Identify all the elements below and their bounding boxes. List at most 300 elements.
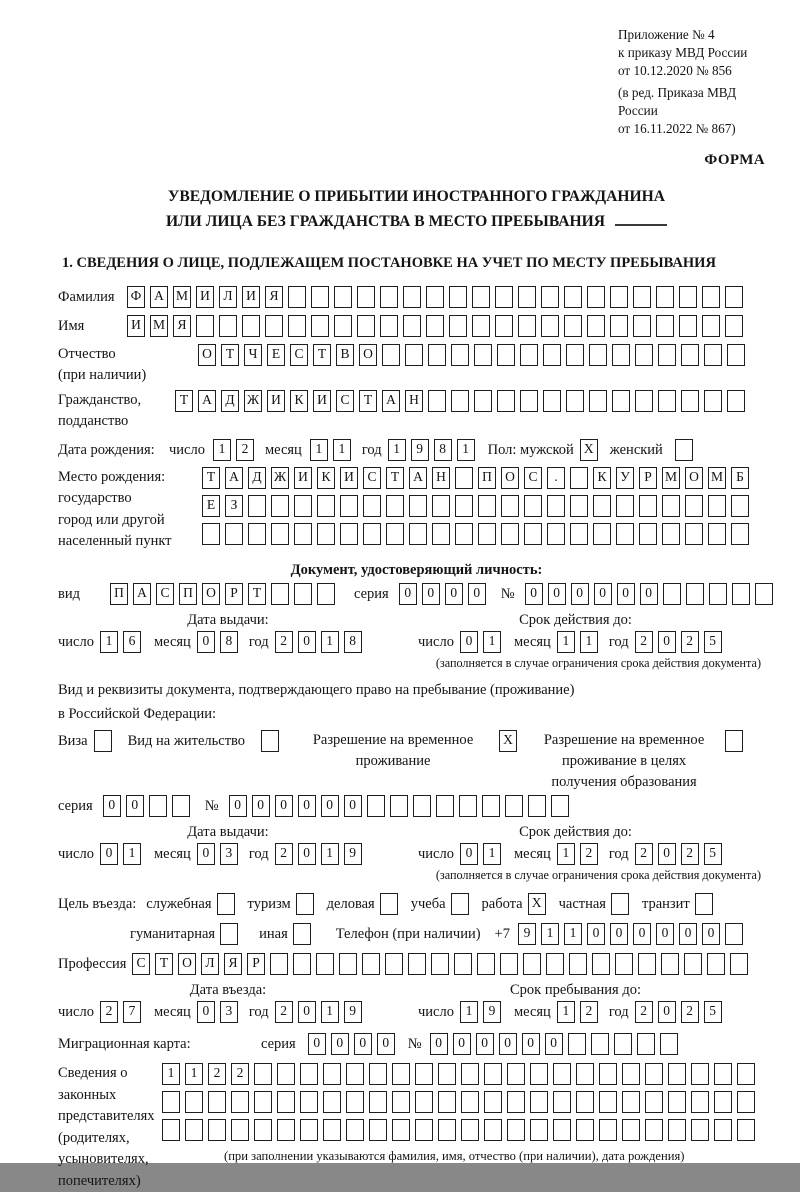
char-cell[interactable] — [616, 523, 634, 545]
char-cell[interactable]: Я — [265, 286, 283, 308]
char-cell[interactable] — [409, 523, 427, 545]
char-cell[interactable] — [708, 495, 726, 517]
char-cell[interactable] — [334, 315, 352, 337]
char-cell[interactable]: 0 — [321, 795, 339, 817]
char-cell[interactable]: А — [382, 390, 400, 412]
char-cell[interactable]: М — [708, 467, 726, 489]
char-cell[interactable]: 1 — [100, 631, 118, 653]
char-cell[interactable] — [709, 583, 727, 605]
char-cell[interactable]: 1 — [541, 923, 559, 945]
char-cell[interactable] — [668, 1119, 686, 1141]
char-cell[interactable]: С — [363, 467, 381, 489]
char-cell[interactable]: О — [178, 953, 196, 975]
char-cell[interactable]: 0 — [399, 583, 417, 605]
char-cell[interactable]: 2 — [635, 843, 653, 865]
char-cell[interactable] — [702, 286, 720, 308]
char-cell[interactable] — [622, 1091, 640, 1113]
char-cell[interactable] — [551, 795, 569, 817]
char-cell[interactable]: И — [242, 286, 260, 308]
char-cell[interactable]: 0 — [197, 1001, 215, 1023]
char-cell[interactable]: 6 — [123, 631, 141, 653]
char-cell[interactable]: 0 — [445, 583, 463, 605]
char-cell[interactable] — [591, 1033, 609, 1055]
char-cell[interactable] — [472, 315, 490, 337]
char-cell[interactable]: 5 — [704, 843, 722, 865]
char-cell[interactable]: 0 — [103, 795, 121, 817]
char-cell[interactable] — [432, 523, 450, 545]
char-cell[interactable] — [455, 495, 473, 517]
char-cell[interactable] — [622, 1119, 640, 1141]
char-cell[interactable]: 0 — [197, 843, 215, 865]
char-cell[interactable] — [681, 390, 699, 412]
char-cell[interactable] — [691, 1063, 709, 1085]
char-cell[interactable] — [566, 390, 584, 412]
char-cell[interactable]: 0 — [658, 843, 676, 865]
char-cell[interactable] — [553, 1063, 571, 1085]
char-cell[interactable] — [568, 1033, 586, 1055]
char-cell[interactable] — [438, 1119, 456, 1141]
char-cell[interactable]: 0 — [275, 795, 293, 817]
char-cell[interactable] — [684, 953, 702, 975]
char-cell[interactable] — [587, 286, 605, 308]
char-cell[interactable] — [294, 583, 312, 605]
char-cell[interactable]: 0 — [229, 795, 247, 817]
char-cell[interactable]: Ф — [127, 286, 145, 308]
char-cell[interactable] — [461, 1119, 479, 1141]
char-cell[interactable] — [661, 953, 679, 975]
char-cell[interactable]: 0 — [610, 923, 628, 945]
char-cell[interactable]: Т — [386, 467, 404, 489]
char-cell[interactable]: 2 — [208, 1063, 226, 1085]
char-cell[interactable]: 0 — [476, 1033, 494, 1055]
char-cell[interactable] — [339, 953, 357, 975]
char-cell[interactable] — [656, 315, 674, 337]
char-cell[interactable] — [367, 795, 385, 817]
char-cell[interactable]: 0 — [633, 923, 651, 945]
char-cell[interactable] — [277, 1091, 295, 1113]
char-cell[interactable]: Т — [155, 953, 173, 975]
char-cell[interactable]: 1 — [580, 631, 598, 653]
char-cell[interactable] — [472, 286, 490, 308]
checkbox-purpose-work[interactable]: X — [528, 893, 546, 915]
char-cell[interactable] — [518, 315, 536, 337]
char-cell[interactable]: И — [127, 315, 145, 337]
char-cell[interactable] — [553, 1119, 571, 1141]
char-cell[interactable] — [576, 1119, 594, 1141]
char-cell[interactable] — [461, 1063, 479, 1085]
char-cell[interactable] — [714, 1063, 732, 1085]
char-cell[interactable] — [668, 1091, 686, 1113]
char-cell[interactable] — [294, 523, 312, 545]
char-cell[interactable] — [576, 1063, 594, 1085]
char-cell[interactable] — [685, 495, 703, 517]
char-cell[interactable]: К — [593, 467, 611, 489]
char-cell[interactable] — [530, 1091, 548, 1113]
char-cell[interactable] — [704, 344, 722, 366]
char-cell[interactable] — [357, 286, 375, 308]
char-cell[interactable] — [495, 315, 513, 337]
char-cell[interactable] — [576, 1091, 594, 1113]
char-cell[interactable] — [300, 1119, 318, 1141]
char-cell[interactable] — [461, 1091, 479, 1113]
char-cell[interactable]: Р — [639, 467, 657, 489]
char-cell[interactable]: К — [290, 390, 308, 412]
char-cell[interactable]: А — [198, 390, 216, 412]
char-cell[interactable] — [755, 583, 773, 605]
char-cell[interactable] — [311, 315, 329, 337]
char-cell[interactable]: А — [150, 286, 168, 308]
char-cell[interactable] — [208, 1119, 226, 1141]
char-cell[interactable]: В — [336, 344, 354, 366]
char-cell[interactable]: 2 — [236, 439, 254, 461]
char-cell[interactable]: 0 — [308, 1033, 326, 1055]
char-cell[interactable] — [645, 1091, 663, 1113]
char-cell[interactable]: 0 — [298, 795, 316, 817]
char-cell[interactable] — [219, 315, 237, 337]
char-cell[interactable] — [231, 1091, 249, 1113]
checkbox-purpose-humanitarian[interactable] — [220, 923, 238, 945]
char-cell[interactable] — [564, 286, 582, 308]
char-cell[interactable] — [500, 953, 518, 975]
char-cell[interactable]: А — [133, 583, 151, 605]
char-cell[interactable] — [737, 1119, 755, 1141]
char-cell[interactable] — [592, 953, 610, 975]
char-cell[interactable] — [254, 1119, 272, 1141]
char-cell[interactable] — [323, 1119, 341, 1141]
char-cell[interactable] — [271, 495, 289, 517]
char-cell[interactable]: 2 — [100, 1001, 118, 1023]
char-cell[interactable]: Н — [432, 467, 450, 489]
char-cell[interactable] — [691, 1091, 709, 1113]
char-cell[interactable] — [645, 1063, 663, 1085]
char-cell[interactable]: 9 — [483, 1001, 501, 1023]
checkbox-male[interactable]: X — [580, 439, 598, 461]
char-cell[interactable] — [270, 953, 288, 975]
char-cell[interactable] — [731, 523, 749, 545]
char-cell[interactable] — [622, 1063, 640, 1085]
char-cell[interactable]: О — [685, 467, 703, 489]
char-cell[interactable]: 1 — [564, 923, 582, 945]
char-cell[interactable]: 2 — [275, 1001, 293, 1023]
char-cell[interactable] — [638, 953, 656, 975]
char-cell[interactable] — [426, 315, 444, 337]
char-cell[interactable] — [685, 523, 703, 545]
char-cell[interactable]: 0 — [548, 583, 566, 605]
char-cell[interactable]: 0 — [640, 583, 658, 605]
checkbox-temp-residence[interactable]: X — [499, 730, 517, 752]
char-cell[interactable] — [363, 523, 381, 545]
char-cell[interactable] — [392, 1119, 410, 1141]
char-cell[interactable]: 0 — [525, 583, 543, 605]
char-cell[interactable]: 1 — [483, 631, 501, 653]
char-cell[interactable] — [518, 286, 536, 308]
char-cell[interactable]: М — [662, 467, 680, 489]
char-cell[interactable] — [543, 390, 561, 412]
char-cell[interactable] — [497, 344, 515, 366]
char-cell[interactable]: 0 — [197, 631, 215, 653]
checkbox-purpose-private[interactable] — [611, 893, 629, 915]
char-cell[interactable]: 1 — [321, 843, 339, 865]
char-cell[interactable]: О — [198, 344, 216, 366]
char-cell[interactable] — [392, 1091, 410, 1113]
char-cell[interactable] — [271, 583, 289, 605]
checkbox-female[interactable] — [675, 439, 693, 461]
char-cell[interactable]: 2 — [580, 843, 598, 865]
char-cell[interactable]: Т — [248, 583, 266, 605]
char-cell[interactable] — [392, 1063, 410, 1085]
char-cell[interactable] — [520, 344, 538, 366]
char-cell[interactable] — [658, 344, 676, 366]
char-cell[interactable] — [660, 1033, 678, 1055]
char-cell[interactable]: С — [156, 583, 174, 605]
char-cell[interactable] — [162, 1119, 180, 1141]
char-cell[interactable] — [599, 1119, 617, 1141]
char-cell[interactable] — [589, 390, 607, 412]
char-cell[interactable]: 1 — [162, 1063, 180, 1085]
char-cell[interactable] — [731, 495, 749, 517]
char-cell[interactable] — [679, 286, 697, 308]
char-cell[interactable]: 2 — [681, 1001, 699, 1023]
char-cell[interactable]: 2 — [580, 1001, 598, 1023]
char-cell[interactable]: 1 — [321, 631, 339, 653]
char-cell[interactable]: 0 — [430, 1033, 448, 1055]
char-cell[interactable] — [637, 1033, 655, 1055]
char-cell[interactable] — [725, 315, 743, 337]
char-cell[interactable] — [593, 495, 611, 517]
char-cell[interactable] — [639, 495, 657, 517]
char-cell[interactable] — [679, 315, 697, 337]
char-cell[interactable]: 1 — [483, 843, 501, 865]
char-cell[interactable] — [300, 1091, 318, 1113]
char-cell[interactable] — [311, 286, 329, 308]
char-cell[interactable]: 0 — [100, 843, 118, 865]
char-cell[interactable] — [454, 953, 472, 975]
char-cell[interactable]: 0 — [522, 1033, 540, 1055]
char-cell[interactable]: С — [290, 344, 308, 366]
char-cell[interactable] — [185, 1119, 203, 1141]
char-cell[interactable] — [714, 1091, 732, 1113]
char-cell[interactable] — [317, 523, 335, 545]
char-cell[interactable] — [438, 1063, 456, 1085]
char-cell[interactable]: 1 — [457, 439, 475, 461]
char-cell[interactable] — [610, 315, 628, 337]
char-cell[interactable] — [288, 315, 306, 337]
char-cell[interactable]: 1 — [213, 439, 231, 461]
char-cell[interactable] — [334, 286, 352, 308]
char-cell[interactable]: Д — [221, 390, 239, 412]
char-cell[interactable]: 0 — [344, 795, 362, 817]
char-cell[interactable]: 1 — [557, 1001, 575, 1023]
char-cell[interactable]: 0 — [422, 583, 440, 605]
char-cell[interactable] — [254, 1091, 272, 1113]
char-cell[interactable] — [686, 583, 704, 605]
char-cell[interactable] — [196, 315, 214, 337]
char-cell[interactable] — [316, 953, 334, 975]
checkbox-visa[interactable] — [94, 730, 112, 752]
char-cell[interactable] — [708, 523, 726, 545]
char-cell[interactable] — [569, 953, 587, 975]
char-cell[interactable] — [482, 795, 500, 817]
char-cell[interactable] — [477, 953, 495, 975]
char-cell[interactable] — [380, 315, 398, 337]
char-cell[interactable] — [248, 495, 266, 517]
char-cell[interactable] — [415, 1119, 433, 1141]
char-cell[interactable] — [528, 795, 546, 817]
char-cell[interactable] — [436, 795, 454, 817]
char-cell[interactable]: Л — [201, 953, 219, 975]
char-cell[interactable] — [520, 390, 538, 412]
char-cell[interactable]: Д — [248, 467, 266, 489]
char-cell[interactable]: 3 — [220, 843, 238, 865]
char-cell[interactable] — [616, 495, 634, 517]
char-cell[interactable] — [415, 1091, 433, 1113]
char-cell[interactable] — [543, 344, 561, 366]
char-cell[interactable] — [507, 1091, 525, 1113]
char-cell[interactable]: 1 — [185, 1063, 203, 1085]
char-cell[interactable] — [530, 1063, 548, 1085]
char-cell[interactable] — [449, 286, 467, 308]
char-cell[interactable] — [451, 390, 469, 412]
checkbox-purpose-study[interactable] — [451, 893, 469, 915]
char-cell[interactable] — [587, 315, 605, 337]
char-cell[interactable] — [570, 495, 588, 517]
char-cell[interactable]: 0 — [468, 583, 486, 605]
char-cell[interactable] — [599, 1063, 617, 1085]
char-cell[interactable] — [277, 1063, 295, 1085]
char-cell[interactable] — [317, 495, 335, 517]
char-cell[interactable] — [254, 1063, 272, 1085]
char-cell[interactable]: Т — [175, 390, 193, 412]
char-cell[interactable] — [541, 286, 559, 308]
char-cell[interactable] — [382, 344, 400, 366]
char-cell[interactable]: П — [478, 467, 496, 489]
char-cell[interactable] — [288, 286, 306, 308]
checkbox-purpose-business[interactable] — [380, 893, 398, 915]
char-cell[interactable] — [426, 286, 444, 308]
char-cell[interactable] — [294, 495, 312, 517]
char-cell[interactable]: 5 — [704, 1001, 722, 1023]
char-cell[interactable]: 0 — [658, 631, 676, 653]
char-cell[interactable]: О — [501, 467, 519, 489]
char-cell[interactable]: 9 — [518, 923, 536, 945]
char-cell[interactable]: 9 — [411, 439, 429, 461]
char-cell[interactable] — [380, 286, 398, 308]
char-cell[interactable]: 0 — [702, 923, 720, 945]
char-cell[interactable] — [431, 953, 449, 975]
char-cell[interactable] — [593, 523, 611, 545]
char-cell[interactable] — [501, 523, 519, 545]
char-cell[interactable] — [727, 390, 745, 412]
char-cell[interactable] — [149, 795, 167, 817]
char-cell[interactable]: М — [150, 315, 168, 337]
char-cell[interactable] — [570, 467, 588, 489]
char-cell[interactable] — [369, 1091, 387, 1113]
char-cell[interactable] — [524, 523, 542, 545]
checkbox-purpose-tourism[interactable] — [296, 893, 314, 915]
char-cell[interactable]: 0 — [460, 631, 478, 653]
char-cell[interactable] — [662, 495, 680, 517]
char-cell[interactable]: 0 — [587, 923, 605, 945]
char-cell[interactable] — [663, 583, 681, 605]
char-cell[interactable] — [639, 523, 657, 545]
char-cell[interactable] — [386, 523, 404, 545]
checkbox-residence-permit[interactable] — [261, 730, 279, 752]
char-cell[interactable] — [390, 795, 408, 817]
char-cell[interactable] — [415, 1063, 433, 1085]
char-cell[interactable] — [546, 953, 564, 975]
char-cell[interactable] — [208, 1091, 226, 1113]
char-cell[interactable] — [478, 495, 496, 517]
char-cell[interactable] — [714, 1119, 732, 1141]
char-cell[interactable] — [704, 390, 722, 412]
char-cell[interactable]: 8 — [344, 631, 362, 653]
char-cell[interactable] — [438, 1091, 456, 1113]
char-cell[interactable]: 0 — [658, 1001, 676, 1023]
char-cell[interactable]: Ч — [244, 344, 262, 366]
char-cell[interactable]: З — [225, 495, 243, 517]
char-cell[interactable] — [633, 286, 651, 308]
char-cell[interactable]: 2 — [275, 843, 293, 865]
char-cell[interactable] — [635, 344, 653, 366]
char-cell[interactable] — [172, 795, 190, 817]
char-cell[interactable] — [691, 1119, 709, 1141]
char-cell[interactable] — [523, 953, 541, 975]
char-cell[interactable] — [323, 1063, 341, 1085]
char-cell[interactable] — [408, 953, 426, 975]
char-cell[interactable]: 0 — [460, 843, 478, 865]
char-cell[interactable]: И — [313, 390, 331, 412]
char-cell[interactable] — [340, 495, 358, 517]
char-cell[interactable] — [277, 1119, 295, 1141]
char-cell[interactable] — [702, 315, 720, 337]
char-cell[interactable] — [317, 583, 335, 605]
char-cell[interactable] — [730, 953, 748, 975]
checkbox-temp-residence-edu[interactable] — [725, 730, 743, 752]
char-cell[interactable] — [346, 1063, 364, 1085]
char-cell[interactable] — [530, 1119, 548, 1141]
char-cell[interactable] — [385, 953, 403, 975]
char-cell[interactable]: Л — [219, 286, 237, 308]
char-cell[interactable] — [484, 1119, 502, 1141]
char-cell[interactable] — [547, 523, 565, 545]
char-cell[interactable]: 0 — [545, 1033, 563, 1055]
char-cell[interactable]: 2 — [681, 843, 699, 865]
char-cell[interactable]: И — [267, 390, 285, 412]
char-cell[interactable]: О — [359, 344, 377, 366]
char-cell[interactable]: К — [317, 467, 335, 489]
char-cell[interactable] — [363, 495, 381, 517]
char-cell[interactable]: 1 — [321, 1001, 339, 1023]
char-cell[interactable] — [428, 390, 446, 412]
char-cell[interactable] — [737, 1063, 755, 1085]
char-cell[interactable] — [570, 523, 588, 545]
char-cell[interactable] — [432, 495, 450, 517]
char-cell[interactable] — [459, 795, 477, 817]
char-cell[interactable]: 2 — [681, 631, 699, 653]
char-cell[interactable]: 1 — [123, 843, 141, 865]
char-cell[interactable] — [656, 286, 674, 308]
char-cell[interactable] — [737, 1091, 755, 1113]
char-cell[interactable]: 0 — [499, 1033, 517, 1055]
char-cell[interactable]: 1 — [333, 439, 351, 461]
char-cell[interactable] — [635, 390, 653, 412]
char-cell[interactable] — [428, 344, 446, 366]
char-cell[interactable] — [553, 1091, 571, 1113]
char-cell[interactable] — [323, 1091, 341, 1113]
char-cell[interactable]: Н — [405, 390, 423, 412]
char-cell[interactable] — [564, 315, 582, 337]
char-cell[interactable] — [612, 390, 630, 412]
